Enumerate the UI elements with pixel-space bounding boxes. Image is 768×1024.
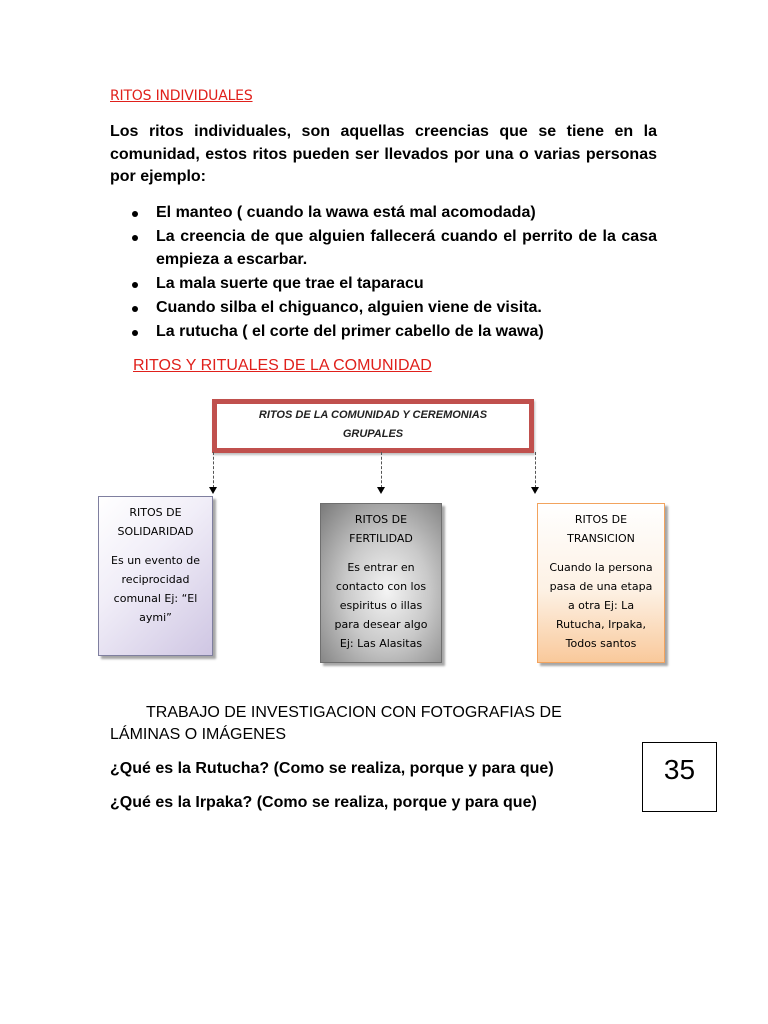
bullet-icon xyxy=(132,282,138,288)
top-box-line2: GRUPALES xyxy=(342,428,404,440)
investigacion-heading xyxy=(110,702,640,746)
connector-line-left xyxy=(213,452,214,488)
card-title-line: TRANSICION xyxy=(567,532,635,545)
card-body xyxy=(327,558,435,653)
arrow-down-icon xyxy=(209,487,217,494)
list-item-text: Cuando silba el chiguanco, alguien viene de visita. xyxy=(156,298,542,316)
list-item xyxy=(110,226,657,271)
card-body-line: espiritus o illas xyxy=(339,599,423,612)
bullet-list xyxy=(110,202,657,345)
bullet-icon xyxy=(132,235,138,241)
card-title-line: RITOS DE xyxy=(574,513,628,526)
list-item xyxy=(110,202,657,225)
page-number: 35 xyxy=(642,742,717,812)
investigacion-line2: LÁMINAS O IMÁGENES xyxy=(110,726,287,743)
card-body-line: Cuando la persona xyxy=(549,561,653,574)
card-title-line: FERTILIDAD xyxy=(349,532,413,545)
card-body-line: pasa de una etapa xyxy=(549,580,653,593)
list-item xyxy=(110,297,657,320)
card-ritos-solidaridad xyxy=(98,496,213,656)
list-item-text: La mala suerte que trae el taparacu xyxy=(156,274,424,292)
list-item xyxy=(110,321,657,344)
card-title-line: RITOS DE xyxy=(129,506,182,519)
investigacion-line1: TRABAJO DE INVESTIGACION CON FOTOGRAFIAS DE xyxy=(146,704,562,721)
card-body-line: aymi” xyxy=(139,611,172,624)
card-body xyxy=(544,558,658,653)
list-item-text: La rutucha ( el corte del primer cabello de la wawa) xyxy=(156,322,544,340)
card-title-line: SOLIDARIDAD xyxy=(117,525,194,538)
arrow-down-icon xyxy=(377,487,385,494)
arrow-down-icon xyxy=(531,487,539,494)
card-body-line: a otra Ej: La xyxy=(567,599,635,612)
card-body-line: comunal Ej: “El xyxy=(113,592,198,605)
intro-text: Los ritos individuales, son aquellas creencias que se tiene en la comunidad, estos ritos pueden ser llevados por una o varias personas por ejemplo: xyxy=(110,123,657,185)
bullet-icon xyxy=(132,211,138,217)
card-title xyxy=(544,510,658,548)
connector-line-center xyxy=(381,452,382,488)
card-body-line: Rutucha, Irpaka, xyxy=(555,618,647,631)
list-item xyxy=(110,273,657,296)
card-body-line: Todos santos xyxy=(565,637,637,650)
card-title xyxy=(105,503,206,541)
top-box-line1: RITOS DE LA COMUNIDAD Y CEREMONIAS xyxy=(258,409,488,421)
card-body-line: contacto con los xyxy=(335,580,427,593)
list-item-text: El manteo ( cuando la wawa está mal acomodada) xyxy=(156,204,536,221)
card-body-line: para desear algo xyxy=(334,618,428,631)
card-body-line: Ej: Las Alasitas xyxy=(339,637,423,650)
card-body-line: Es entrar en xyxy=(347,561,415,574)
question-rutucha: ¿Qué es la Rutucha? (Como se realiza, porque y para que) xyxy=(110,760,554,777)
heading-ritos-individuales: RITOS INDIVIDUALES xyxy=(110,88,253,104)
card-body-line: reciprocidad xyxy=(121,573,190,586)
bullet-icon xyxy=(132,306,138,312)
card-title-line: RITOS DE xyxy=(354,513,408,526)
list-item-text: La creencia de que alguien fallecerá cuando el perrito de la casa empieza a escarbar. xyxy=(156,228,657,268)
card-body xyxy=(105,551,206,627)
heading-ritos-comunidad: RITOS Y RITUALES DE LA COMUNIDAD xyxy=(133,357,432,374)
intro-paragraph xyxy=(110,121,657,189)
question-irpaka: ¿Qué es la Irpaka? (Como se realiza, porque y para que) xyxy=(110,794,537,811)
card-ritos-fertilidad xyxy=(320,503,442,663)
connector-line-right xyxy=(535,452,536,488)
diagram-top-box xyxy=(212,399,534,453)
card-body-line: Es un evento de xyxy=(111,554,200,567)
card-ritos-transicion xyxy=(537,503,665,663)
card-title xyxy=(327,510,435,548)
bullet-icon xyxy=(132,330,138,336)
